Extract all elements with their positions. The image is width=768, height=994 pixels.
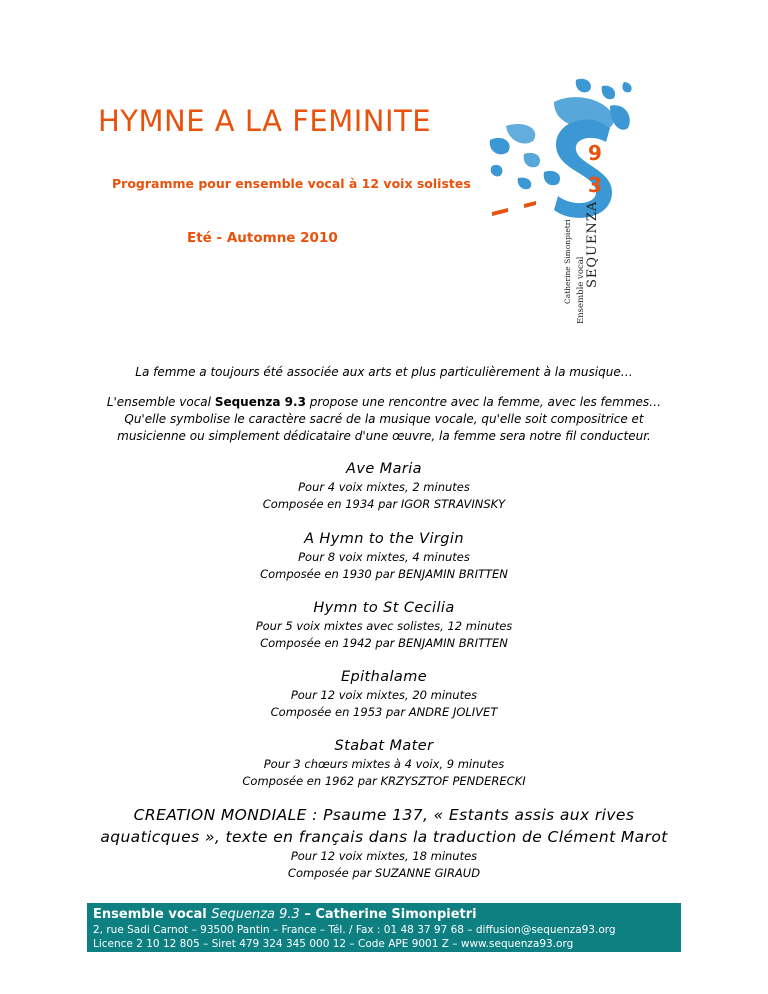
intro-prefix: L'ensemble vocal (106, 395, 215, 409)
intro-line2: Qu'elle symbolise le caractère sacré de la musique vocale, qu'elle soit compositrice et (124, 412, 644, 426)
ensemble-name: Sequenza 9.3 (214, 395, 306, 409)
piece-epithalame (80, 667, 688, 721)
creation-title-line1: CREATION MONDIALE : Psaume 137, « Estants assis aux rives (133, 806, 635, 824)
piece-voices: Pour 8 voix mixtes, 4 minutes (298, 550, 470, 564)
piece-ave-maria (80, 459, 688, 513)
footer-org-line (93, 906, 675, 923)
piece-voices: Pour 12 voix mixtes, 20 minutes (290, 688, 478, 702)
intro-line3: musicienne ou simplement dédicataire d'une œuvre, la femme sera notre fil conducteur. (117, 429, 651, 443)
logo-s-letter (554, 119, 612, 217)
page-title: HYMNE A LA FEMINITE (98, 104, 432, 138)
piece-title: A Hymn to the Virgin (304, 531, 464, 547)
footer-org-italic: Sequenza 9.3 (211, 907, 300, 922)
intro-first-line: La femme a toujours été associée aux arts et plus particulièrement à la musique… (135, 365, 633, 379)
creation-composer: Composée par SUZANNE GIRAUD (287, 866, 481, 880)
piece-hymn-to-st-cecilia (80, 598, 688, 652)
creation-mondiale (60, 804, 708, 882)
piece-voices: Pour 4 voix mixtes, 2 minutes (298, 480, 470, 494)
footer-contact-banner (87, 903, 681, 952)
piece-composer: Composée en 1953 par ANDRE JOLIVET (270, 705, 498, 719)
logo-number-top: 9 (588, 141, 602, 165)
piece-composer: Composée en 1962 par KRZYSZTOF PENDERECKI (242, 774, 526, 788)
sequenza-logo (484, 76, 636, 326)
piece-composer: Composée en 1942 par BENJAMIN BRITTEN (260, 636, 508, 650)
piece-hymn-to-the-virgin (80, 529, 688, 583)
piece-voices: Pour 3 chœurs mixtes à 4 voix, 9 minutes (263, 757, 505, 771)
piece-voices: Pour 5 voix mixtes avec solistes, 12 minutes (255, 619, 513, 633)
logo-conductor-text: Catherine Simonpietri (563, 219, 572, 304)
footer-org-bold: Ensemble vocal (93, 907, 212, 922)
footer-address: 2, rue Sadi Carnot – 93500 Pantin – France – Tél. / Fax : 01 48 37 97 68 – diffusion@sequenza93.org (93, 924, 616, 936)
logo-dash-mark-2 (524, 201, 536, 208)
program-subtitle: Programme pour ensemble vocal à 12 voix solistes (112, 176, 471, 191)
logo-number-bottom: 3 (588, 173, 602, 197)
intro-paragraph (80, 394, 688, 445)
footer-org-suffix: – Catherine Simonpietri (299, 907, 477, 922)
creation-title-line2: aquaticques », texte en français dans la traduction de Clément Marot (100, 828, 668, 846)
piece-title: Ave Maria (346, 461, 422, 477)
footer-legal: Licence 2 10 12 805 – Siret 479 324 345 000 12 – Code APE 9001 Z – www.sequenza93.org (93, 938, 574, 950)
logo-dash-mark (492, 208, 508, 216)
piece-composer: Composée en 1934 par IGOR STRAVINSKY (262, 497, 506, 511)
piece-title: Hymn to St Cecilia (313, 600, 455, 616)
logo-sequenza-text: SEQUENZA (585, 200, 600, 288)
piece-title: Epithalame (340, 669, 428, 685)
creation-voices: Pour 12 voix mixtes, 18 minutes (290, 849, 478, 863)
piece-stabat-mater (80, 736, 688, 790)
season-label: Eté - Automne 2010 (187, 230, 338, 246)
logo-ensemble-text: Ensemble vocal (576, 256, 586, 324)
piece-composer: Composée en 1930 par BENJAMIN BRITTEN (260, 567, 508, 581)
intro-line1-suffix: propose une rencontre avec la femme, avec les femmes… (305, 395, 662, 409)
piece-title: Stabat Mater (334, 738, 434, 754)
